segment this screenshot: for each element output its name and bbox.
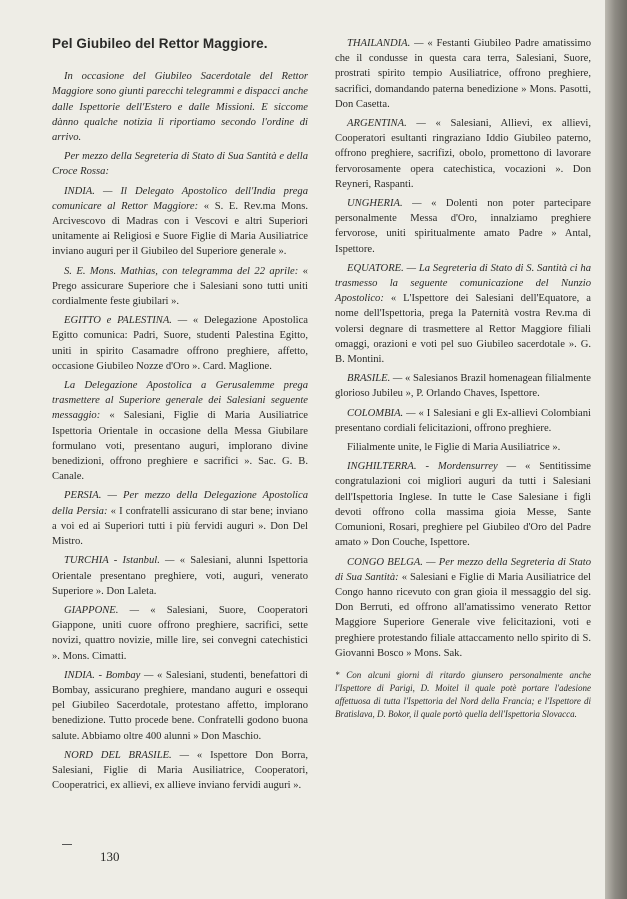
entry-text: « Sentitissime congratulazioni coi migliori auguri da tutti i Salesiani dell'Ispettoria Inglese. In tutte le Case Salesiane i figli devoti offrono colla massima gioia Messe, Sante Comunioni, Rosari, preghiere pel Giubileo d'Oro del Padre amato » Don Couche, Ispettore. — [335, 461, 591, 549]
telegram-entry — [52, 668, 308, 744]
right-column — [335, 36, 591, 721]
entry-text: « Salesiani e Figlie di Maria Ausiliatrice del Congo hanno ricevuto con gran gioia il messaggio del sig. Don Berruti, ed offrono all'amatissimo venerato Rettor Maggiore Superiore Generale vive felicitazioni, voti e preghiere protestando filiale attaccamento nello spirito di S. Giovanni Bosco » Mons. Sak. — [335, 571, 591, 659]
telegram-entry — [52, 184, 308, 260]
entry-text: « I confratelli assicurano di star bene; inviano a voi ed ai Superiori tutti i più fervidi auguri ». Don Del Mistro. — [52, 505, 308, 548]
telegram-entry — [335, 261, 591, 367]
entry-text: « S. E. Rev.ma Mons. Arcivescovo di Madras con i Vescovi e altri Superiori unitamente ai Religiosi e Suore Figlie di Maria Ausiliatrice inviano auguri per il Giubileo del Superiore generale ». — [52, 200, 308, 258]
entry-heading: PERSIA. — Per mezzo della Delegazione Apostolica della Persia: — [52, 490, 308, 517]
entry-heading: NORD DEL BRASILE. — — [64, 749, 190, 761]
telegram-entry — [52, 603, 308, 664]
entry-text: « Festanti Giubileo Padre amatissimo che il condusse in questa cara terra, Salesiani, Suore, prostrati spirito tempio Ausiliatrice, offrono preghiere, sacrifici, domandando paterna benedizione » Mons. Pasotti, Don Casetta. — [335, 38, 591, 110]
telegram-entry — [335, 406, 591, 436]
entry-heading: TURCHIA - Istanbul. — — [64, 555, 175, 567]
entry-text: « Salesiani, alunni Ispettoria Orientale presentano preghiere, voti, auguri, venerato Superiore ». Don Laleta. — [52, 555, 308, 597]
entry-text: « Salesianos Brazil homenagean filialmente glorioso Jubileu », P. Orlando Chaves, Ispettore. — [335, 373, 591, 400]
entry-heading: INDIA. — Il Delegato Apostolico dell'India prega comunicare al Rettor Maggiore: — [52, 185, 308, 212]
footnote: * Con alcuni giorni di ritardo giunsero personalmente anche l'Ispettore di Parigi, D. Moitel il quale potè portare l'adesione affettuosa di tutta l'Ispettoria del Nord della Francia; e l'Ispettore di Bratislava, D. Bokor, il quale portò quella dell'Ispettoria Slovacca. — [335, 669, 591, 719]
left-column — [52, 36, 308, 797]
entry-heading: ARGENTINA. — — [347, 118, 426, 130]
page-edge-shadow — [605, 0, 627, 899]
right-entries — [335, 36, 591, 661]
entry-heading: UNGHERIA. — — [347, 198, 422, 210]
telegram-entry — [52, 313, 308, 374]
telegram-entry — [335, 196, 591, 257]
entry-heading: BRASILE. — — [347, 373, 403, 385]
telegram-entry — [335, 555, 591, 661]
telegram-entry — [52, 264, 308, 310]
entry-heading: INDIA. - Bombay — — [64, 669, 154, 681]
footer-dash — [62, 844, 72, 845]
intro-paragraph: In occasione del Giubileo Sacerdotale del Rettor Maggiore sono giunti parecchi telegrammi e dispacci anche dalle Ispettorie dell'Estero e dalle Missioni. E siccome dànno qualche notizia li riportiamo secondo l'ordine di arrivo. — [52, 71, 308, 144]
telegram-entry — [335, 459, 591, 550]
entry-text: « I Salesiani e gli Ex-allievi Colombiani presentano cordiali felicitazioni, offrono preghiere. — [335, 407, 591, 434]
telegram-entry — [52, 748, 308, 794]
entry-text: « Salesiani, Figlie di Maria Ausiliatrice Ispettoria Orientale in occasione della Messa Giubilare formulano voti, presentano auguri, implorano divine benedizioni, offrono preghiere e sacrifici ». Sac. G. B. Canale. — [52, 410, 308, 483]
telegram-entry — [52, 553, 308, 599]
entry-heading: GIAPPONE. — — [64, 604, 140, 616]
telegram-entry — [52, 488, 308, 549]
entry-text: « Delegazione Apostolica Egitto comunica: Padri, Suore, studenti Palestina Egitto, uniti in spirito Casamadre offrono preghiere, affetto, occasione Giubileo Nozze d'Oro ». Card. Maglione. — [52, 315, 308, 372]
entry-heading: CONGO BELGA. — Per mezzo della Segreteria di Stato di Sua Santità: — [335, 556, 591, 583]
entry-text: « Ispettore Don Borra, Salesiani, Figlie di Maria Ausiliatrice, Cooperatori, Cooperatrici, ex allievi, ex allieve inviano fervidi auguri ». — [52, 749, 308, 792]
entry-heading: S. E. Mons. Mathias, con telegramma del 22 aprile: — [64, 265, 299, 277]
entry-heading: La Delegazione Apostolica a Gerusalemme prega trasmettere al Superiore generale dei Salesiani seguente messaggio: — [52, 380, 308, 422]
entry-heading: COLOMBIA. — — [347, 407, 416, 419]
telegram-entry — [335, 440, 591, 455]
intro-paragraph: Per mezzo della Segreteria di Stato di Sua Santità e della Croce Rossa: — [52, 151, 308, 178]
entry-text: « Salesiani, studenti, benefattori di Bombay, assicurano preghiere, mandano auguri e ossequi pel Giubileo Sacerdotale, protestano affetto, implorano benedizione. Tutto procede bene. Confratelli godono buona salute. Abbiamo oltre 400 alunni » Don Maschio. — [52, 669, 308, 742]
entry-text: « Dolenti non poter partecipare personalmente Messa d'Oro, innalziamo preghiere fervorose, uniti spiritualmente amato Padre » Antal, Ispettore. — [335, 198, 591, 255]
entry-text: « Salesiani, Suore, Cooperatori Giappone, uniti cuore offrono preghiere, sacrifici, sette novizi, quattro novizie, mille lire, sei convegni catechistici ». Mons. Cimatti. — [52, 604, 308, 662]
entry-text: « Salesiani, Allievi, ex allievi, Cooperatori esultanti ringraziano Iddio Giubileo paterno, offrono preghiere, sacrifizi, obolo, promettono di lavorare fervorosamente opera catechistica, vocazioni ». Don Reyneri, Raspanti. — [335, 118, 591, 190]
entry-text: « L'Ispettore dei Salesiani dell'Equatore, a nome dell'Ispettoria, prega la Paternità vostra Rev.ma di volersi degnare di trasmettere al Rettor Maggiore filiali omaggi, orazioni e voti pel suo Giubileo sacerdotale ». G. B. Montini. — [335, 293, 591, 366]
entry-heading: EQUATORE. — La Segreteria di Stato di S. Santità ci ha trasmesso la seguente comunicazione del Nunzio Apostolico: — [335, 262, 591, 305]
entry-heading: THAILANDIA. — — [347, 38, 424, 49]
telegram-entry — [335, 36, 591, 112]
entry-text: « Prego assicurare Superiore che i Salesiani sono tutti uniti cordialmente feste giubilari ». — [52, 265, 308, 308]
telegram-entry — [52, 378, 308, 484]
entry-text: Filialmente unite, le Figlie di Maria Ausiliatrice ». — [347, 442, 561, 454]
telegram-entry — [335, 116, 591, 192]
entry-heading: EGITTO e PALESTINA. — — [64, 315, 188, 327]
telegram-entry — [335, 371, 591, 401]
page-number: 130 — [100, 849, 120, 864]
left-entries — [52, 184, 308, 794]
article-title: Pel Giubileo del Rettor Maggiore. — [52, 36, 268, 51]
entry-heading: INGHILTERRA. - Mordensurrey — — [347, 461, 517, 473]
